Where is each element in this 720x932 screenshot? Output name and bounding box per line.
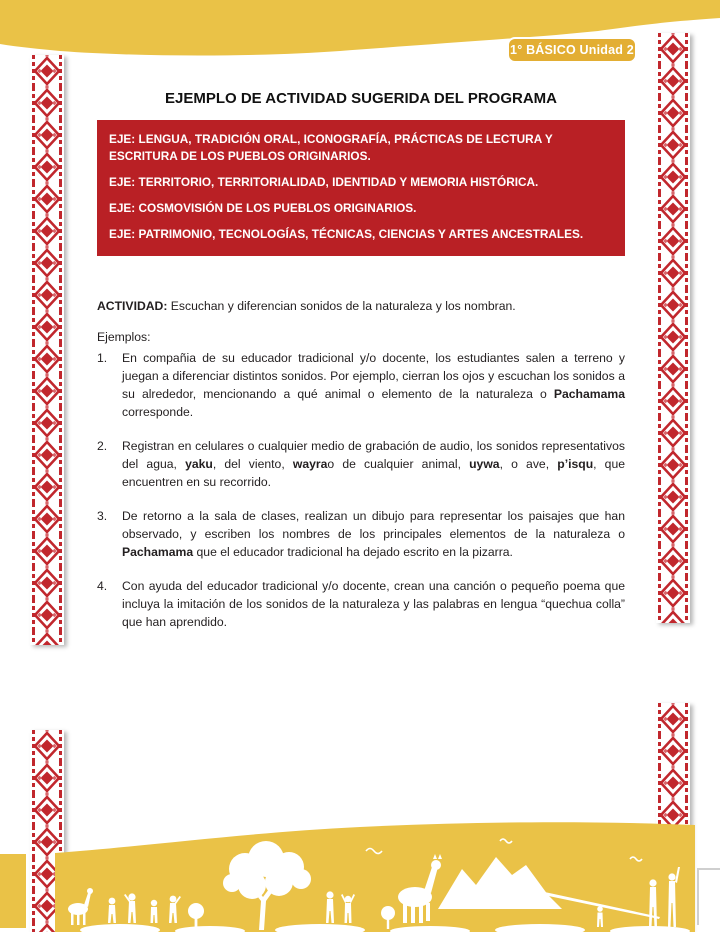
activity-text: Escuchan y diferencian sonidos de la naturaleza y los nombran. [167,299,516,313]
eje-item: EJE: TERRITORIO, TERRITORIALIDAD, IDENTIDAD Y MEMORIA HISTÓRICA. [109,174,539,189]
activity-line [97,297,625,315]
list-item-number: 2. [97,439,108,453]
unit-badge: 1° BÁSICO Unidad 2 [507,37,637,63]
eje-item: EJE: PATRIMONIO, TECNOLOGÍAS, TÉCNICAS, CIENCIAS Y ARTES ANCESTRALES. [109,226,584,241]
list-item [97,437,625,491]
eje-item: EJE: COSMOVISIÓN DE LOS PUEBLOS ORIGINARIOS. [109,200,417,215]
bottom-landscape-graphic [0,817,720,932]
list-item-number: 4. [97,579,108,593]
list-item-text: En compañia de su educador tradicional y/o docente, los estudiantes salen a terreno y juegan a diferenciar distintos sonidos. Por ejemplo, cierran los ojos y escuchan los sonidos a su alrededor, mencionando a qué animal o elemento de la naturaleza o Pachamama corresponde. [122,351,625,419]
list-item-number: 1. [97,351,108,365]
examples-label: Ejemplos: [97,330,151,344]
examples-list [97,349,625,647]
right-border-ornament-top [656,33,690,623]
list-item-text: Con ayuda del educador tradicional y/o docente, crean una canción o pequeño poema que incluya la imitación de los sonidos de la naturaleza y las palabras en lengua “quechua colla” que han aprendido. [122,579,625,629]
eje-item: EJE: LENGUA, TRADICIÓN ORAL, ICONOGRAFÍA, PRÁCTICAS DE LECTURA Y ESCRITURA DE LOS PUEBLOS ORIGINARIOS. [109,132,553,163]
list-item [97,349,625,421]
eje-box [97,120,625,256]
page-title: EJEMPLO DE ACTIVIDAD SUGERIDA DEL PROGRAMA [165,90,557,107]
list-item [97,577,625,631]
activity-label: ACTIVIDAD: [97,299,168,313]
list-item-text: Registran en celulares o cualquier medio de grabación de audio, los sonidos representativos del agua, yaku, del viento, wayrao de cualquier animal, uywa, o ave, p’isqu, que encuentren en su recorrido. [122,439,626,489]
left-border-ornament-top [30,55,64,645]
list-item [97,507,625,561]
list-item-text: De retorno a la sala de clases, realizan un dibujo para representar los paisajes que han observado, y escriben los nombres de los principales elementos de la naturaleza o Pachamama que el educador tradicional ha dejado escrito en la pizarra. [122,509,625,559]
list-item-number: 3. [97,509,108,523]
